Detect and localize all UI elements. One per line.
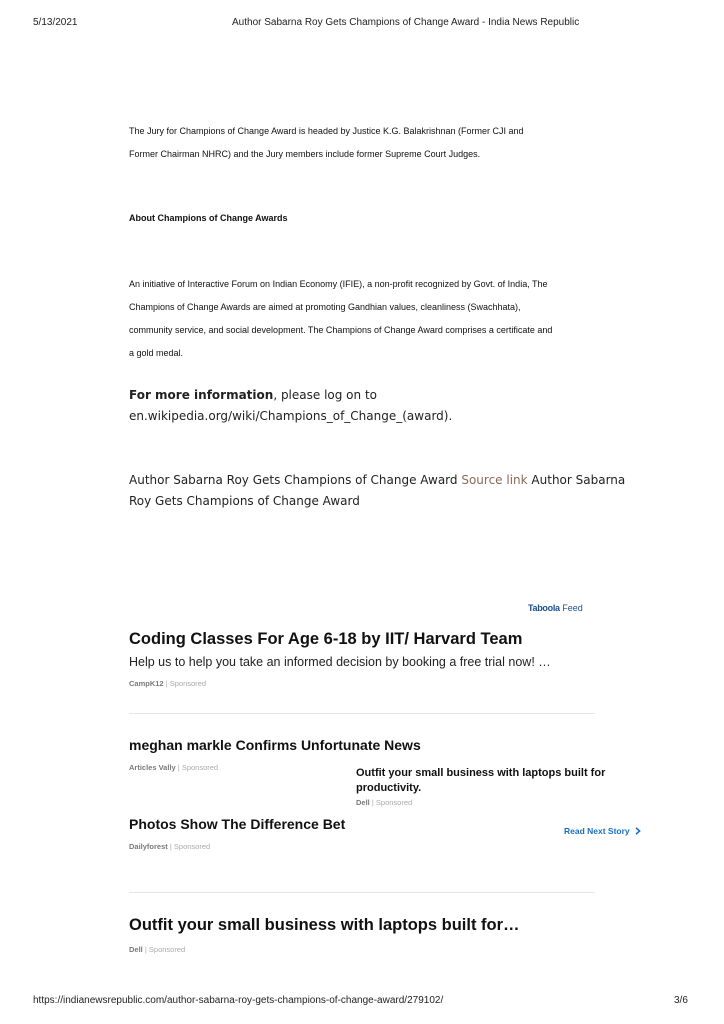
taboola-feed-label: Feed: [562, 603, 583, 613]
source-link[interactable]: Source link: [461, 473, 528, 487]
sponsored-headline[interactable]: Coding Classes For Age 6-18 by IIT/ Harvard Team: [129, 630, 523, 648]
print-url: https://indianewsrepublic.com/author-sabarna-roy-gets-champions-of-change-award/279102/: [33, 995, 444, 1006]
taboola-logo: Taboola: [528, 603, 560, 613]
popup-source[interactable]: Dell: [356, 798, 370, 807]
sponsored-headline[interactable]: meghan markle Confirms Unfortunate News: [129, 737, 421, 753]
more-info-text: , please log on to: [273, 388, 377, 402]
sponsored-headline[interactable]: Outfit your small business with laptops built for…: [129, 916, 520, 934]
more-info-url[interactable]: en.wikipedia.org/wiki/Champions_of_Change_(award).: [129, 409, 453, 423]
sponsored-meta: CampK12 | Sponsored: [129, 679, 207, 688]
taboola-feed-header[interactable]: [528, 603, 583, 613]
source-name[interactable]: CampK12: [129, 679, 164, 688]
popup-meta: Dell | Sponsored: [356, 798, 413, 807]
divider: [129, 892, 595, 893]
print-date: 5/13/2021: [33, 17, 78, 28]
sponsored-label: Sponsored: [375, 798, 413, 807]
more-info-label: For more information: [129, 388, 274, 402]
sponsored-label: Sponsored: [181, 763, 219, 772]
read-next-popup[interactable]: [356, 766, 646, 807]
initiative-line-4: a gold medal.: [129, 348, 184, 358]
read-next-story-button[interactable]: [564, 826, 641, 837]
sponsored-description[interactable]: Help us to help you take an informed decision by booking a free trial now! …: [129, 655, 551, 669]
popup-title-line-1: Outfit your small business with laptops built for: [356, 767, 606, 779]
sponsored-label: Sponsored: [173, 842, 211, 851]
source-name[interactable]: Dailyforest: [129, 842, 168, 851]
source-prefix: Author Sabarna Roy Gets Champions of Change Award: [129, 473, 462, 487]
divider: [129, 713, 595, 714]
about-heading: About Champions of Change Awards: [129, 213, 288, 223]
sponsored-meta: Dell | Sponsored: [129, 945, 186, 954]
popup-title-line-2: productivity.: [356, 782, 422, 794]
source-block: [129, 470, 625, 512]
read-next-label: Read Next Story: [564, 826, 630, 836]
source-line-2: Roy Gets Champions of Change Award: [129, 494, 360, 508]
initiative-line-2: Champions of Change Awards are aimed at promoting Gandhian values, cleanliness (Swachhata),: [129, 302, 521, 312]
popup-title[interactable]: [356, 766, 646, 796]
sponsored-headline[interactable]: Photos Show The Difference Bet: [129, 816, 346, 832]
chevron-right-icon: [635, 827, 641, 837]
print-title: Author Sabarna Roy Gets Champions of Change Award - India News Republic: [232, 17, 580, 28]
sponsored-label: Sponsored: [148, 945, 186, 954]
jury-paragraph: [129, 120, 599, 166]
sponsored-meta: Dailyforest | Sponsored: [129, 842, 211, 851]
page-number: 3/6: [674, 995, 688, 1006]
initiative-paragraph: [129, 273, 599, 365]
jury-line-2: Former Chairman NHRC) and the Jury members include former Supreme Court Judges.: [129, 149, 481, 159]
source-name[interactable]: Articles Vally: [129, 763, 176, 772]
sponsored-label: Sponsored: [169, 679, 207, 688]
source-name[interactable]: Dell: [129, 945, 143, 954]
more-info-block: [129, 385, 452, 427]
sponsored-meta: Articles Vally | Sponsored: [129, 763, 219, 772]
jury-line-1: The Jury for Champions of Change Award is headed by Justice K.G. Balakrishnan (Former CJI and: [129, 126, 524, 136]
initiative-line-1: An initiative of Interactive Forum on Indian Economy (IFIE), a non-profit recognized by Govt. of India, The: [129, 279, 548, 289]
source-suffix: Author Sabarna: [527, 473, 626, 487]
initiative-line-3: community service, and social development. The Champions of Change Award comprises a certificate and: [129, 325, 553, 335]
